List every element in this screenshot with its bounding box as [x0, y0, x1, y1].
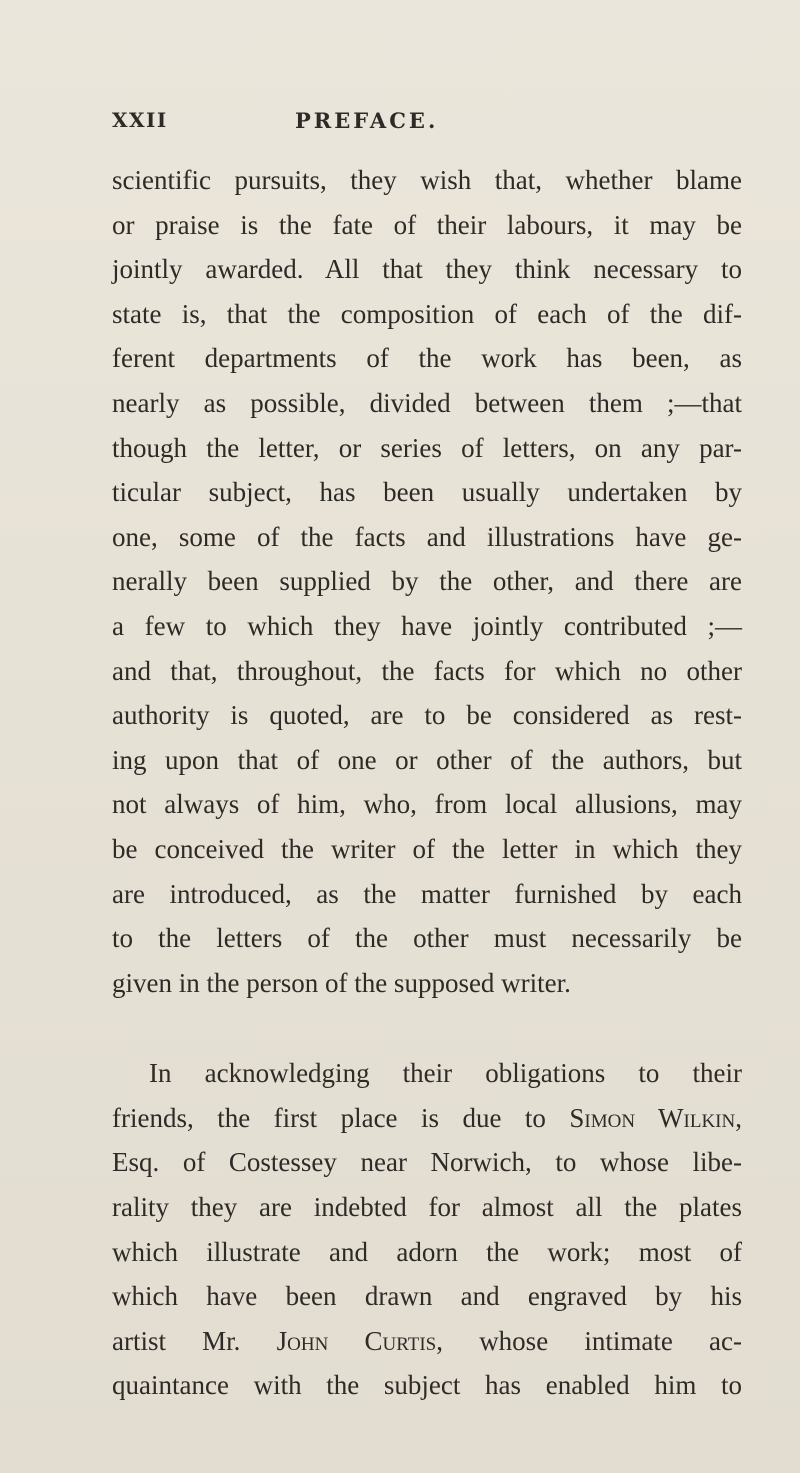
text-line: In acknowledging their obligations to their [149, 1058, 742, 1089]
text-line: ing upon that of one or other of the authors, but [112, 744, 742, 775]
running-title: PREFACE. [295, 108, 439, 133]
text-line: given in the person of the supposed writer. [112, 967, 571, 998]
text-line [112, 1319, 742, 1364]
text-line: ferent departments of the work has been, as [112, 343, 742, 374]
text-line: authority is quoted, are to be considered as rest- [112, 700, 742, 731]
text-line: which have been drawn and engraved by his [112, 1281, 742, 1312]
text-line: and that, throughout, the facts for which no other [112, 655, 742, 686]
text-line: scientific pursuits, they wish that, whether blame [112, 165, 742, 195]
text-line: state is, that the composition of each of the dif- [112, 298, 742, 329]
text-line: nerally been supplied by the other, and there are [112, 566, 742, 597]
text-line: one, some of the facts and illustrations have ge- [112, 521, 742, 552]
text-line: not always of him, who, from local allusions, may [112, 789, 742, 820]
text-line: rality they are indebted for almost all the plates [112, 1192, 742, 1223]
text-line: are introduced, as the matter furnished by each [112, 878, 742, 909]
paragraph-gap [112, 1005, 742, 1051]
text-line: be conceived the writer of the letter in which they [112, 833, 742, 864]
text-line: quaintance with the subject has enabled him to [112, 1370, 742, 1401]
text-line: ticular subject, has been usually undertaken by [112, 477, 742, 508]
text-line: to the letters of the other must necessarily be [112, 923, 742, 954]
person-name: Simon Wilkin [569, 1102, 736, 1133]
text-line: nearly as possible, divided between them ;—that [112, 387, 742, 418]
text-run: , whose intimate ac- [436, 1325, 742, 1356]
text-run: friends, the first place is due to [112, 1102, 570, 1133]
running-head [112, 108, 742, 138]
paragraph-1 [112, 158, 742, 1005]
person-name: John Curtis [276, 1325, 437, 1356]
text-run: , [735, 1102, 742, 1133]
paragraph-2 [112, 1051, 742, 1408]
text-line: Esq. of Costessey near Norwich, to whose libe- [112, 1147, 742, 1178]
text-line: a few to which they have jointly contributed ;— [112, 610, 742, 641]
body-text [112, 158, 742, 1408]
text-line: though the letter, or series of letters, on any par- [112, 432, 742, 463]
page-number: XXII [112, 108, 168, 132]
text-line: jointly awarded. All that they think necessary to [112, 254, 742, 285]
text-line [112, 1096, 742, 1141]
text-run: artist Mr. [112, 1325, 277, 1356]
text-line: which illustrate and adorn the work; most of [112, 1236, 742, 1267]
text-line: or praise is the fate of their labours, it may be [112, 209, 742, 240]
